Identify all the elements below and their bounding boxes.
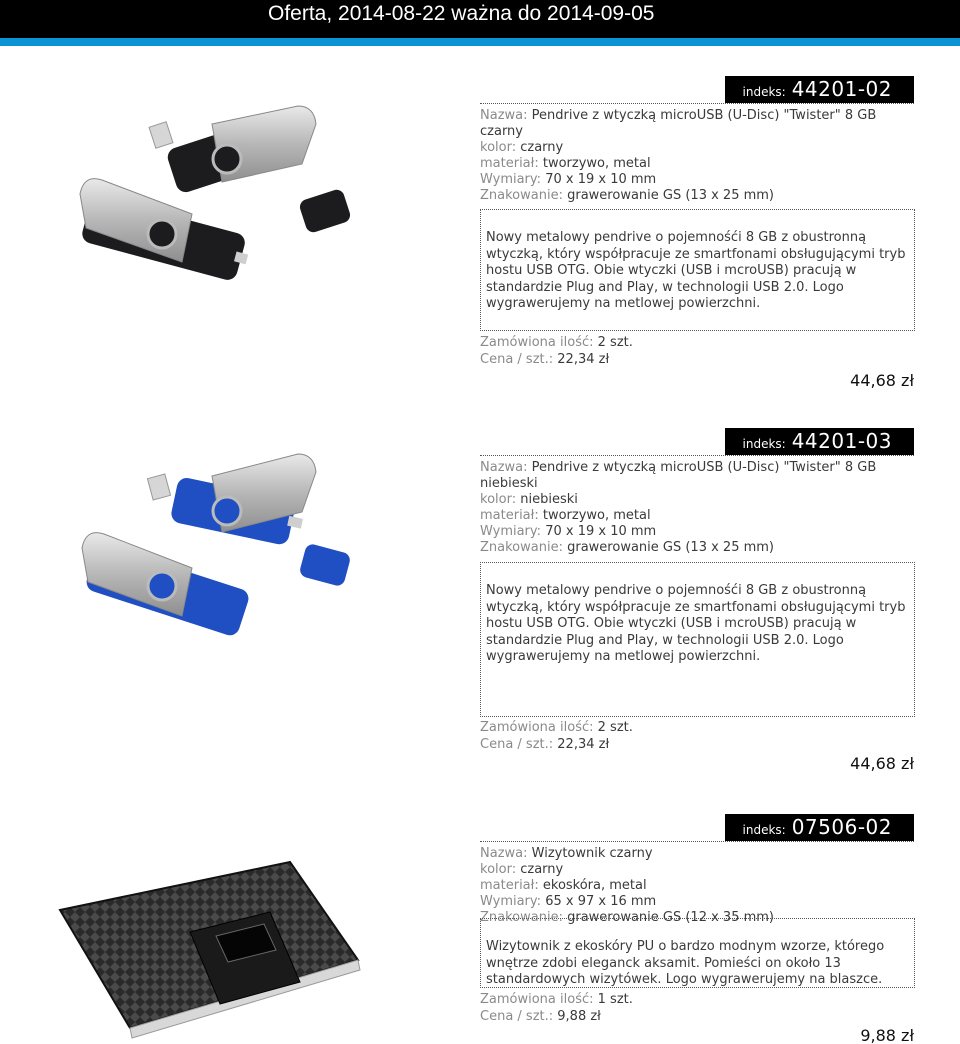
product-description (480, 918, 915, 988)
description-line: wtyczką, który współpracuje ze smartfonami obsługującymi tryb (486, 599, 906, 615)
index-label: indeks: (742, 85, 786, 99)
index-value: 44201-02 (791, 77, 892, 101)
product-marking: grawerowanie GS (13 x 25 mm) (567, 188, 774, 203)
name-label: Nazwa: (480, 108, 528, 123)
total-price: 44,68 zł (850, 754, 914, 773)
name-label: Nazwa: (480, 846, 528, 861)
product-description (480, 209, 915, 331)
dimensions-label: Wymiary: (480, 524, 542, 539)
index-value: 07506-02 (791, 815, 892, 839)
page-title: Oferta, 2014-08-22 ważna do 2014-09-05 (268, 2, 655, 25)
unit-price: 22,34 zł (557, 351, 610, 367)
index-label: indeks: (742, 437, 786, 451)
name-label: Nazwa: (480, 460, 528, 475)
unit-price: 22,34 zł (557, 736, 610, 752)
ordered-qty-label: Zamówiona ilość: (480, 720, 594, 735)
color-label: kolor: (480, 492, 517, 507)
dotted-divider (480, 103, 914, 104)
description-line: Nowy metalowy pendrive o pojemnośći 8 GB z obustronną (486, 583, 867, 598)
unit-price: 9,88 zł (557, 1008, 601, 1024)
product-dimensions: 70 x 19 x 10 mm (545, 172, 657, 187)
color-label: kolor: (480, 862, 517, 877)
index-badge (725, 814, 914, 841)
index-badge (725, 428, 914, 455)
dotted-divider (480, 841, 914, 842)
product-description (480, 562, 915, 717)
description-line: standardzie Plug and Play, w technologii USB 2.0. Logo (486, 279, 844, 295)
business-card-holder-icon (40, 832, 380, 1042)
product-name-line2: czarny (480, 124, 523, 139)
product-marking: grawerowanie GS (13 x 25 mm) (567, 540, 774, 555)
ordered-qty-label: Zamówiona ilość: (480, 335, 594, 350)
index-badge (725, 76, 914, 103)
description-line: wygrawerujemy na metlowej powierzchni. (486, 296, 761, 311)
header-bar (0, 0, 960, 38)
ordered-qty: 2 szt. (597, 335, 633, 350)
description-line: Nowy metalowy pendrive o pojemnośći 8 GB z obustronną (486, 230, 867, 245)
marking-label: Znakowanie: (480, 540, 563, 555)
description-line: Wizytownik z ekoskóry PU o bardzo modnym wzorze, którego (486, 939, 885, 954)
usb-flash-drive-black-icon (62, 94, 362, 304)
total-price: 44,68 zł (850, 371, 914, 390)
unit-price-label: Cena / szt.: (480, 736, 554, 752)
header-accent-bar (0, 38, 960, 46)
unit-price-label: Cena / szt.: (480, 351, 554, 367)
product-color: niebieski (520, 492, 578, 507)
product-color: czarny (520, 862, 564, 877)
product-name-line2: niebieski (480, 476, 538, 491)
description-line: wnętrze zdobi eleganck aksamit. Pomieści on około 13 (486, 955, 841, 971)
marking-label: Znakowanie: (480, 910, 563, 925)
order-info (480, 335, 633, 368)
marking-label: Znakowanie: (480, 188, 563, 203)
ordered-qty: 1 szt. (597, 992, 633, 1007)
unit-price-label: Cena / szt.: (480, 1008, 554, 1024)
product-material: tworzywo, metal (542, 156, 651, 171)
ordered-qty: 2 szt. (597, 720, 633, 735)
description-line: standardzie Plug and Play, w technologii USB 2.0. Logo (486, 632, 844, 648)
dimensions-label: Wymiary: (480, 172, 542, 187)
color-label: kolor: (480, 140, 517, 155)
product-dimensions: 65 x 97 x 16 mm (545, 894, 657, 909)
product-name: Pendrive z wtyczką microUSB (U-Disc) "Twister" 8 GB (531, 108, 877, 123)
dotted-divider (480, 455, 914, 456)
usb-flash-drive-blue-icon (62, 436, 362, 646)
product-marking: grawerowanie GS (12 x 35 mm) (567, 910, 774, 925)
order-info (480, 720, 633, 753)
index-value: 44201-03 (791, 429, 892, 453)
material-label: materiał: (480, 878, 539, 893)
description-line: hostu USB OTG. Obie wtyczki (USB i mcroUSB) pracują w (486, 263, 857, 278)
material-label: materiał: (480, 508, 539, 523)
product-name: Pendrive z wtyczką microUSB (U-Disc) "Twister" 8 GB (531, 460, 877, 475)
ordered-qty-label: Zamówiona ilość: (480, 992, 594, 1007)
order-info (480, 992, 633, 1025)
description-line: hostu USB OTG. Obie wtyczki (USB i mcroUSB) pracują w (486, 616, 857, 631)
total-price: 9,88 zł (860, 1026, 914, 1044)
product-details (480, 846, 900, 926)
dimensions-label: Wymiary: (480, 894, 542, 909)
description-line: wygrawerujemy na metlowej powierzchni. (486, 649, 761, 664)
product-color: czarny (520, 140, 564, 155)
product-details (480, 460, 900, 556)
description-line: standardowych wizytówek. Logo wygrawerujemy na blaszce. (486, 972, 883, 987)
description-line: wtyczką, który współpracuje ze smartfonami obsługującymi tryb (486, 246, 906, 262)
product-material: tworzywo, metal (542, 508, 651, 523)
product-name: Wizytownik czarny (531, 846, 653, 861)
index-label: indeks: (742, 823, 786, 837)
material-label: materiał: (480, 156, 539, 171)
product-dimensions: 70 x 19 x 10 mm (545, 524, 657, 539)
product-details (480, 108, 900, 204)
product-material: ekoskóra, metal (542, 878, 647, 893)
